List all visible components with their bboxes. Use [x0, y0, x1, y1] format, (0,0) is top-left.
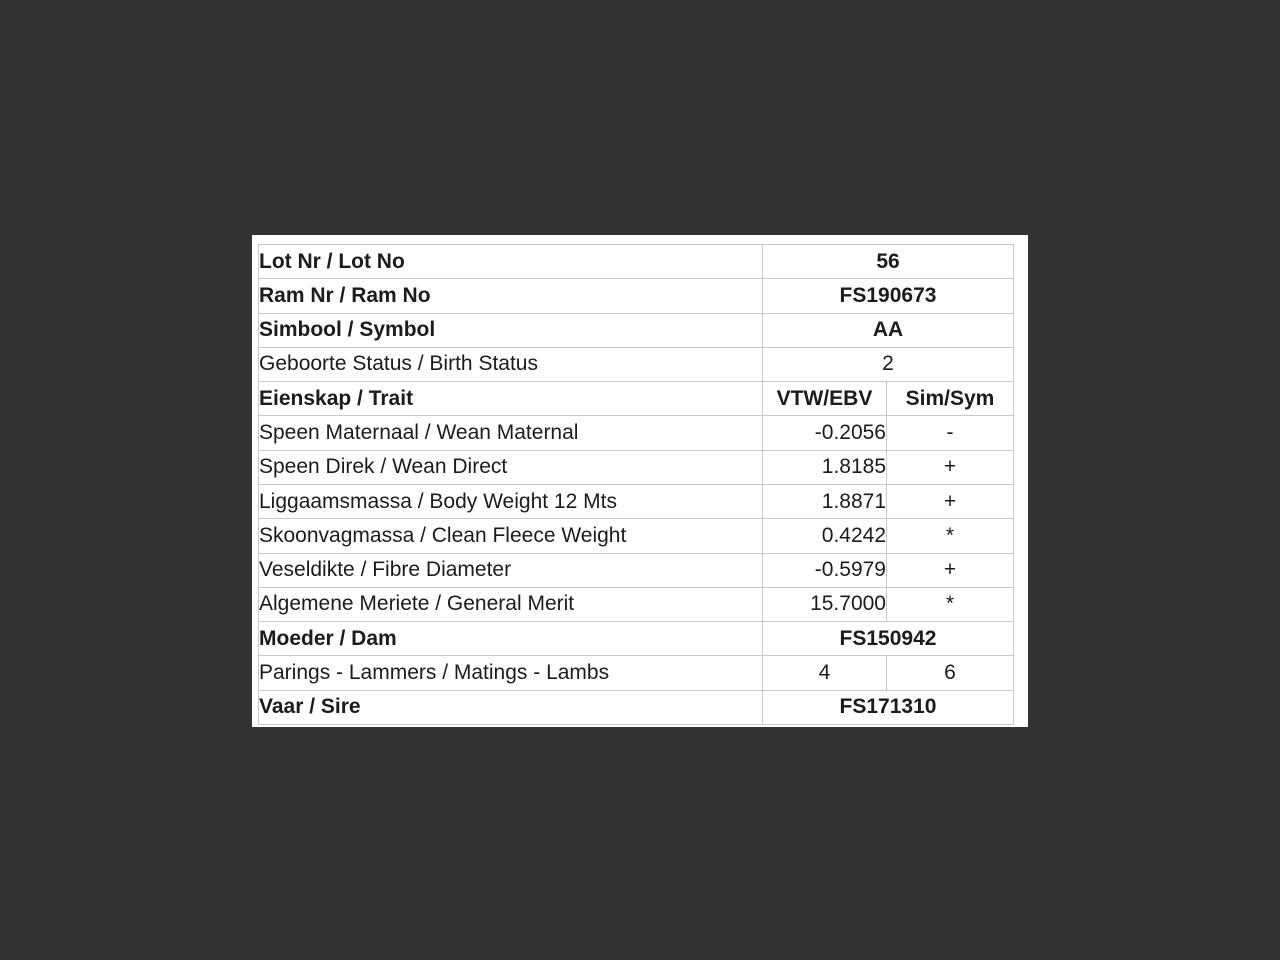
table-row	[259, 313, 1014, 347]
lot-number-value: 56	[763, 245, 1014, 279]
ram-number-label: Ram Nr / Ram No	[259, 279, 763, 313]
birth-status-value: 2	[763, 347, 1014, 381]
ebv-column-header: VTW/EBV	[763, 382, 887, 416]
sym-value-cell: +	[887, 484, 1014, 518]
sym-value-cell: *	[887, 587, 1014, 621]
trait-column-header: Eienskap / Trait	[259, 382, 763, 416]
ebv-value-cell: -0.5979	[763, 553, 887, 587]
trait-header-row	[259, 382, 1014, 416]
sire-value: FS171310	[763, 690, 1014, 724]
table-row	[259, 656, 1014, 690]
lot-number-label: Lot Nr / Lot No	[259, 245, 763, 279]
trait-label-cell: Veseldikte / Fibre Diameter	[259, 553, 763, 587]
table-row	[259, 347, 1014, 381]
symbol-value: AA	[763, 313, 1014, 347]
sym-value-cell: -	[887, 416, 1014, 450]
sym-column-header: Sim/Sym	[887, 382, 1014, 416]
table-row	[259, 622, 1014, 656]
catalog-table-panel	[252, 235, 1028, 727]
dam-value: FS150942	[763, 622, 1014, 656]
trait-label-cell: Skoonvagmassa / Clean Fleece Weight	[259, 519, 763, 553]
ebv-value-cell: -0.2056	[763, 416, 887, 450]
birth-status-label: Geboorte Status / Birth Status	[259, 347, 763, 381]
trait-label-cell: Algemene Meriete / General Merit	[259, 587, 763, 621]
sym-value-cell: +	[887, 450, 1014, 484]
trait-row	[259, 587, 1014, 621]
trait-row	[259, 416, 1014, 450]
trait-row	[259, 553, 1014, 587]
trait-row	[259, 450, 1014, 484]
matings-value: 4	[763, 656, 887, 690]
ebv-value-cell: 0.4242	[763, 519, 887, 553]
table-row	[259, 245, 1014, 279]
ram-number-value: FS190673	[763, 279, 1014, 313]
matings-lambs-label: Parings - Lammers / Matings - Lambs	[259, 656, 763, 690]
ebv-value-cell: 1.8185	[763, 450, 887, 484]
ram-data-table	[258, 244, 1014, 725]
dam-label: Moeder / Dam	[259, 622, 763, 656]
table-row	[259, 690, 1014, 724]
ebv-value-cell: 1.8871	[763, 484, 887, 518]
trait-row	[259, 484, 1014, 518]
sym-value-cell: *	[887, 519, 1014, 553]
sire-label: Vaar / Sire	[259, 690, 763, 724]
trait-label-cell: Speen Direk / Wean Direct	[259, 450, 763, 484]
symbol-label: Simbool / Symbol	[259, 313, 763, 347]
lambs-value: 6	[887, 656, 1014, 690]
table-row	[259, 279, 1014, 313]
sym-value-cell: +	[887, 553, 1014, 587]
trait-label-cell: Liggaamsmassa / Body Weight 12 Mts	[259, 484, 763, 518]
trait-label-cell: Speen Maternaal / Wean Maternal	[259, 416, 763, 450]
trait-row	[259, 519, 1014, 553]
ebv-value-cell: 15.7000	[763, 587, 887, 621]
